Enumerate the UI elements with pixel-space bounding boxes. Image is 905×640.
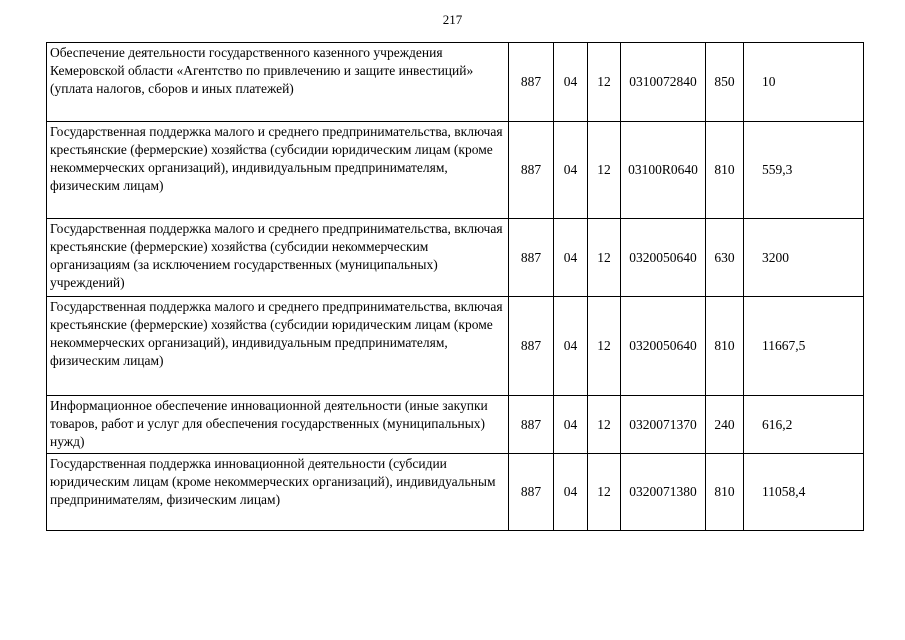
- row-description: Государственная поддержка малого и среднего предпринимательства, включая крестьянские (фермерские) хозяйства (субсидии юридическим лицам (кроме некоммерческих организаций), индивидуальным предпринимателям, физическим лицам): [47, 297, 509, 396]
- cell-amount: 559,3: [744, 122, 864, 219]
- cell-code4: 0320050640: [621, 297, 706, 396]
- cell-code5: 810: [706, 297, 744, 396]
- cell-code5: 850: [706, 43, 744, 122]
- cell-code1: 887: [509, 122, 554, 219]
- cell-code3: 12: [588, 219, 621, 297]
- cell-code3: 12: [588, 454, 621, 531]
- cell-code3: 12: [588, 396, 621, 454]
- cell-code4: 0320071370: [621, 396, 706, 454]
- cell-code4: 03100R0640: [621, 122, 706, 219]
- cell-code4: 0320050640: [621, 219, 706, 297]
- cell-code1: 887: [509, 297, 554, 396]
- cell-code2: 04: [554, 219, 588, 297]
- cell-amount: 11058,4: [744, 454, 864, 531]
- row-description: Обеспечение деятельности государственного казенного учреждения Кемеровской области «Агентство по привлечению и защите инвестиций» (уплата налогов, сборов и иных платежей): [47, 43, 509, 122]
- cell-amount: 616,2: [744, 396, 864, 454]
- page-number: 217: [442, 12, 463, 27]
- row-description: Государственная поддержка малого и среднего предпринимательства, включая крестьянские (фермерские) хозяйства (субсидии юридическим лицам (кроме некоммерческих организаций), индивидуальным предпринимателям, физическим лицам): [47, 122, 509, 219]
- cell-code4: 0320071380: [621, 454, 706, 531]
- budget-table: [46, 42, 864, 531]
- cell-code5: 810: [706, 454, 744, 531]
- cell-code5: 810: [706, 122, 744, 219]
- row-description: Информационное обеспечение инновационной деятельности (иные закупки товаров, работ и услуг для обеспечения государственных (муниципальных) нужд): [47, 396, 509, 454]
- cell-code2: 04: [554, 43, 588, 122]
- cell-code2: 04: [554, 122, 588, 219]
- row-description: Государственная поддержка инновационной деятельности (субсидии юридическим лицам (кроме некоммерческих организаций), индивидуальным предпринимателям, физическим лицам): [47, 454, 509, 531]
- table-row: [47, 454, 864, 531]
- cell-amount: 3200: [744, 219, 864, 297]
- cell-code1: 887: [509, 396, 554, 454]
- table-row: [47, 297, 864, 396]
- cell-amount: 11667,5: [744, 297, 864, 396]
- cell-code5: 240: [706, 396, 744, 454]
- cell-code3: 12: [588, 122, 621, 219]
- cell-code1: 887: [509, 43, 554, 122]
- cell-code1: 887: [509, 219, 554, 297]
- cell-amount: 10: [744, 43, 864, 122]
- table-row: [47, 396, 864, 454]
- table-row: [47, 122, 864, 219]
- cell-code4: 0310072840: [621, 43, 706, 122]
- cell-code3: 12: [588, 43, 621, 122]
- cell-code1: 887: [509, 454, 554, 531]
- table-row: [47, 43, 864, 122]
- cell-code2: 04: [554, 396, 588, 454]
- table-row: [47, 219, 864, 297]
- row-description: Государственная поддержка малого и среднего предпринимательства, включая крестьянские (фермерские) хозяйства (субсидии некоммерческим организациям (за исключением государственных (муниципальных) учреждений): [47, 219, 509, 297]
- cell-code5: 630: [706, 219, 744, 297]
- cell-code2: 04: [554, 297, 588, 396]
- cell-code2: 04: [554, 454, 588, 531]
- cell-code3: 12: [588, 297, 621, 396]
